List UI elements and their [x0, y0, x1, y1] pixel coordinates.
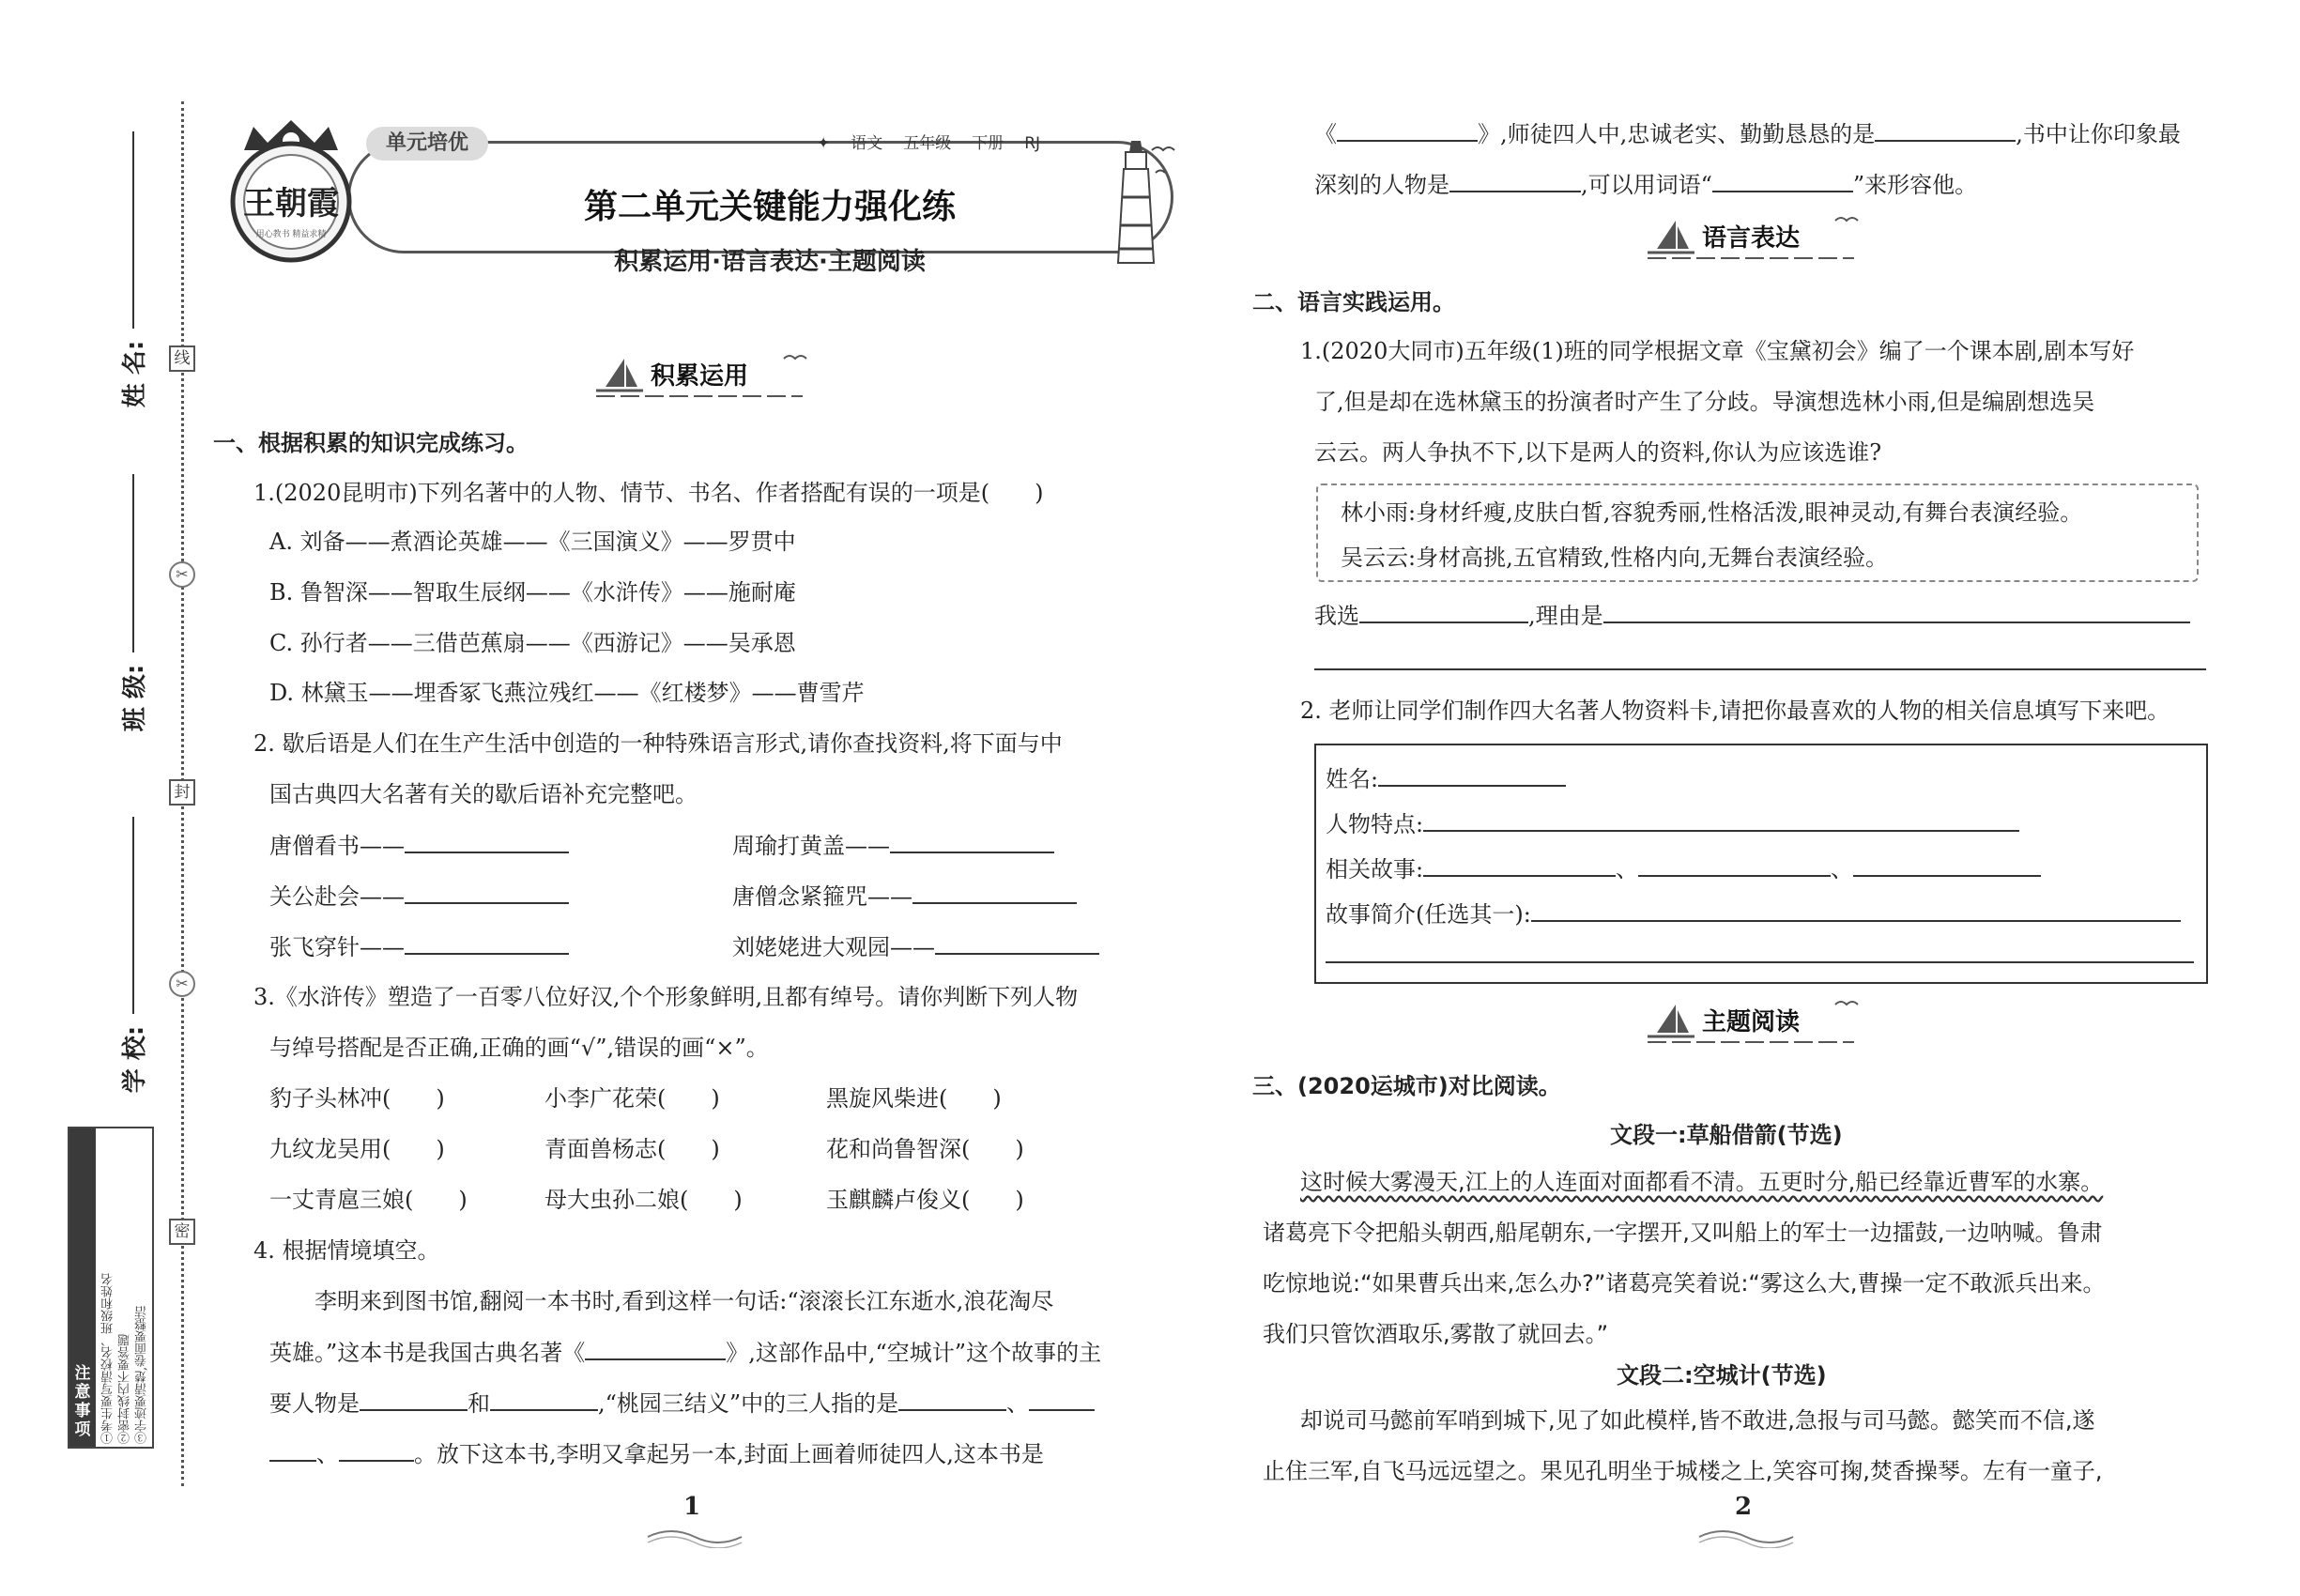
- paragraph-line: 、 。放下这本书,李明又拿起另一本,封面上画着师徒四人,这本书是: [269, 1437, 1044, 1470]
- nickname-item[interactable]: 花和尚鲁智深( ): [826, 1136, 1024, 1162]
- passage-title: 文段二:空城计(节选): [1617, 1362, 1827, 1389]
- xiehouyu-item: 刘姥姥进大观园——: [732, 930, 1099, 963]
- nickname-item[interactable]: 九纹龙吴用( ): [269, 1136, 445, 1162]
- nickname-item[interactable]: 玉麒麟卢俊义( ): [826, 1187, 1024, 1213]
- nickname-item[interactable]: 青面兽杨志( ): [544, 1136, 720, 1162]
- sparkle-icon: ✦: [817, 134, 831, 153]
- answer-blank[interactable]: [1423, 852, 1616, 877]
- scissor-icon: ✂: [169, 561, 195, 588]
- page-number: 1: [683, 1493, 701, 1521]
- card-trait: 人物特点:: [1326, 807, 2019, 840]
- seal-mark-line: 线: [169, 345, 195, 372]
- svg-text:王朝霞: 王朝霞: [243, 185, 339, 223]
- question-stem: 1.(2020大同市)五年级(1)班的同学根据文章《宝黛初会》编了一个课本剧,剧本写好: [1300, 338, 2135, 364]
- nickname-item[interactable]: 豹子头林冲( ): [269, 1085, 445, 1112]
- question-stem: 了,但是却在选林黛玉的扮演者时产生了分歧。导演想选林小雨,但是编剧想选吴: [1314, 389, 2095, 415]
- paragraph-line: 英雄。”这本书是我国古典名著《 》,这部作品中,“空城计”这个故事的主: [269, 1336, 1101, 1369]
- part-title: 一、根据积累的知识完成练习。: [213, 430, 529, 456]
- question-stem: 国古典四大名著有关的歇后语补充完整吧。: [269, 781, 698, 807]
- card-name: 姓名:: [1326, 762, 1566, 795]
- nickname-item[interactable]: 小李广花荣( ): [544, 1085, 720, 1112]
- notice-item: ①考生要写清校名、班级和姓名: [101, 1273, 115, 1444]
- answer-blank[interactable]: [339, 1437, 414, 1462]
- passage-line: 我们只管饮酒取乐,雾散了就回去。”: [1263, 1321, 1609, 1347]
- paragraph-line: 《 》,师徒四人中,忠诚老实、勤勤恳恳的是 ,书中让你印象最: [1314, 117, 2181, 150]
- page-number: 2: [1735, 1493, 1753, 1521]
- nickname-item[interactable]: 一丈青扈三娘( ): [269, 1187, 468, 1213]
- card-summary: 故事简介(任选其一):: [1326, 898, 2181, 930]
- passage-line: 却说司马懿前军哨到城下,见了如此模样,皆不敢进,急报与司马懿。懿笑而不信,遂: [1300, 1407, 2095, 1434]
- paragraph-line: 要人物是 和 ,“桃园三结义”中的三人指的是 、: [269, 1387, 1095, 1420]
- unit-header: [216, 113, 1220, 280]
- passage-line: 诸葛亮下令把船头朝西,船尾朝东,一字摆开,又叫船上的军士一边擂鼓,一边呐喊。鲁肃: [1263, 1220, 2103, 1246]
- answer-blank[interactable]: [1603, 599, 2190, 623]
- notice-title: 注 意 事 项: [69, 1128, 96, 1447]
- question-stem: 4. 根据情境填空。: [253, 1237, 440, 1264]
- notice-item: ③字迹要清楚,卷面要整洁: [135, 1305, 149, 1444]
- lighthouse-icon: [1094, 131, 1178, 272]
- answer-blank[interactable]: [269, 1437, 316, 1462]
- answer-blank[interactable]: [1449, 168, 1581, 192]
- question-stem: 2. 歇后语是人们在生产生活中创造的一种特殊语言形式,请你查找资料,将下面与中: [253, 730, 1063, 757]
- seal-mark-dense: 密: [169, 1219, 195, 1245]
- unit-tab: 单元培优: [366, 127, 488, 161]
- passage-line: 这时候大雾漫天,江上的人连面对面都看不清。五更时分,船已经靠近曹军的水寨。: [1300, 1169, 2104, 1195]
- card-stories: 相关故事: 、 、: [1326, 852, 2041, 885]
- option-a[interactable]: A. 刘备——煮酒论英雄——《三国演义》——罗贯中: [269, 529, 796, 555]
- question-stem: 与绰号搭配是否正确,正确的画“√”,错误的画“×”。: [269, 1035, 769, 1061]
- answer-blank[interactable]: [585, 1336, 726, 1360]
- xiehouyu-item: 唐僧看书——: [269, 829, 569, 862]
- question-stem: 3.《水浒传》塑造了一百零八位好汉,个个形象鲜明,且都有绰号。请你判断下列人物: [253, 984, 1079, 1010]
- school-field[interactable]: [113, 817, 154, 1094]
- answer-line[interactable]: [1314, 668, 2206, 670]
- section-title: 主题阅读: [1701, 1008, 1800, 1036]
- page-ornament-icon: [1694, 1526, 1798, 1548]
- xiehouyu-item: 周瑜打黄盖——: [732, 829, 1054, 862]
- option-c[interactable]: C. 孙行者——三借芭蕉扇——《西游记》——吴承恩: [269, 630, 796, 656]
- nickname-item[interactable]: 母大虫孙二娘( ): [544, 1187, 743, 1213]
- part-title: 二、语言实践运用。: [1252, 289, 1455, 315]
- binding-margin: [0, 0, 191, 1596]
- notice-box: [68, 1127, 154, 1449]
- character-card: [1314, 744, 2208, 984]
- passage-line: 吃惊地说:“如果曹兵出来,怎么办?”诸葛亮笑着说:“雾这么大,曹操一定不敢派兵出来。: [1263, 1270, 2106, 1297]
- left-page: [202, 0, 1188, 1596]
- xiehouyu-item: 张飞穿针——: [269, 930, 569, 963]
- class-label: 班 级:: [121, 664, 150, 732]
- section-head-expression: [1638, 211, 1863, 268]
- answer-blank[interactable]: [1378, 762, 1566, 787]
- candidate-info: 林小雨:身材纤瘦,皮肤白皙,容貌秀丽,性格活泼,眼神灵动,有舞台表演经验。: [1341, 499, 2083, 526]
- answer-line[interactable]: [1326, 961, 2194, 963]
- answer-blank[interactable]: [490, 1387, 598, 1411]
- xiehouyu-item: 唐僧念紧箍咒——: [732, 880, 1077, 913]
- answer-blank[interactable]: [1712, 168, 1853, 192]
- answer-blank[interactable]: [1853, 852, 2041, 877]
- passage-line: 止住三军,自飞马远远望之。果见孔明坐于城楼之上,笑容可掬,焚香操琴。左有一童子,: [1263, 1458, 2103, 1484]
- brand-logo-icon: [216, 113, 366, 272]
- answer-blank[interactable]: [1875, 117, 2016, 142]
- section-title: 积累运用: [650, 362, 748, 391]
- scissor-icon: ✂: [169, 971, 195, 997]
- section-head-reading: [1638, 995, 1863, 1051]
- class-field[interactable]: [113, 474, 154, 732]
- xiehouyu-item: 关公赴会——: [269, 880, 569, 913]
- header-meta: ✦ 语文 五年级 下册 RJ: [817, 134, 1041, 153]
- question-stem: 1.(2020昆明市)下列名著中的人物、情节、书名、作者搭配有误的一项是( ): [253, 480, 1044, 506]
- choice-line: 我选 ,理由是: [1314, 599, 2190, 632]
- question-stem: 云云。两人争执不下,以下是两人的资料,你认为应该选谁?: [1314, 439, 1882, 466]
- paragraph-line: 深刻的人物是 ,可以用词语“ ”来形容他。: [1314, 168, 1977, 201]
- part-title: 三、(2020运城市)对比阅读。: [1252, 1073, 1561, 1099]
- option-b[interactable]: B. 鲁智深——智取生辰纲——《水浒传》——施耐庵: [269, 579, 796, 606]
- page-ornament-icon: [643, 1526, 746, 1548]
- paragraph-line: 李明来到图书馆,翻阅一本书时,看到这样一句话:“滚滚长江东逝水,浪花淘尽: [314, 1288, 1054, 1314]
- answer-blank[interactable]: [360, 1387, 468, 1411]
- right-page: [1249, 0, 2244, 1596]
- notice-item: ②密封线内不要答题: [118, 1334, 132, 1444]
- answer-blank[interactable]: [890, 829, 1054, 853]
- answer-blank[interactable]: [405, 930, 569, 955]
- page-subtitle: 积累运用·语言表达·主题阅读: [614, 248, 926, 276]
- school-label: 学 校:: [121, 1025, 150, 1094]
- seal-mark-seal: 封: [169, 779, 195, 806]
- page-title: 第二单元关键能力强化练: [583, 188, 956, 226]
- answer-blank[interactable]: [1531, 898, 2181, 922]
- passage-title: 文段一:草船借箭(节选): [1610, 1122, 1843, 1148]
- section-head-accumulation: [587, 349, 812, 406]
- answer-blank[interactable]: [935, 930, 1099, 955]
- answer-blank[interactable]: [1359, 599, 1528, 623]
- answer-blank[interactable]: [898, 1387, 1006, 1411]
- answer-blank[interactable]: [405, 829, 569, 853]
- nickname-item[interactable]: 黑旋风柴进( ): [826, 1085, 1002, 1112]
- question-stem: 2. 老师让同学们制作四大名著人物资料卡,请把你最喜欢的人物的相关信息填写下来吧。: [1300, 698, 2170, 724]
- name-field[interactable]: [113, 131, 154, 408]
- answer-blank[interactable]: [912, 880, 1077, 904]
- candidate-info-box: [1316, 483, 2199, 582]
- answer-blank[interactable]: [1029, 1387, 1095, 1411]
- option-d[interactable]: D. 林黛玉——埋香冢飞燕泣残红——《红楼梦》——曹雪芹: [269, 680, 865, 706]
- svg-text:用心教书 精益求精: 用心教书 精益求精: [255, 230, 327, 239]
- answer-blank[interactable]: [405, 880, 569, 904]
- name-label: 姓 名:: [121, 340, 150, 408]
- candidate-info: 吴云云:身材高挑,五官精致,性格内向,无舞台表演经验。: [1341, 545, 1888, 571]
- answer-blank[interactable]: [1337, 117, 1478, 142]
- section-title: 语言表达: [1701, 224, 1800, 253]
- answer-blank[interactable]: [1638, 852, 1831, 877]
- answer-blank[interactable]: [1423, 807, 2019, 832]
